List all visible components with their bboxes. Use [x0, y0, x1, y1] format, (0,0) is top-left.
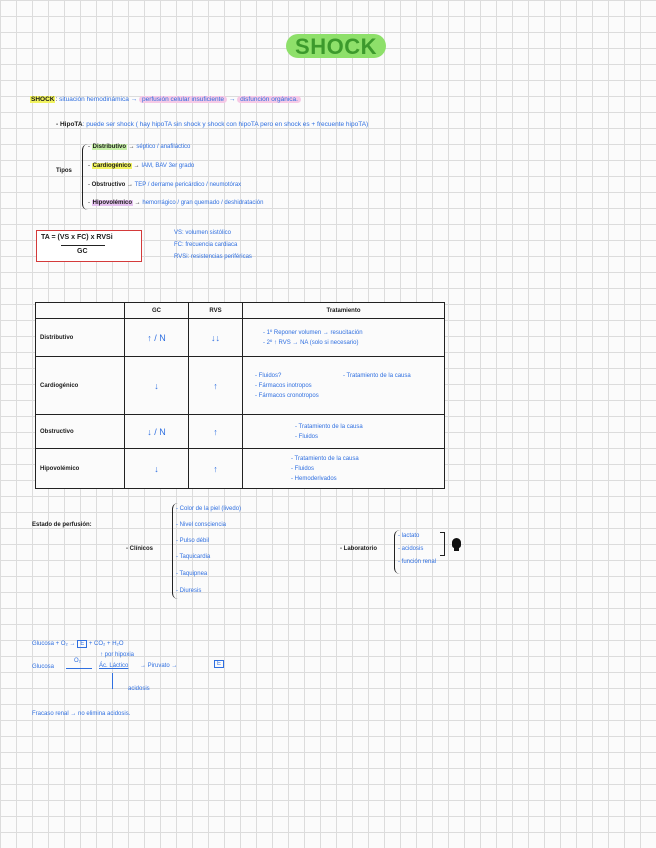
- hipota-line: [56, 121, 368, 128]
- tipo-name: Obstructivo: [91, 182, 126, 188]
- eq1-right: + CO₂ + H₂O: [88, 641, 124, 647]
- hipoxia-note: ↑ por hipoxia: [100, 652, 135, 658]
- table-cell-tratamiento: [243, 449, 445, 489]
- formula-legend-vs: VS: volumen sistólico: [174, 230, 232, 236]
- glucosa-label: Glucosa: [32, 664, 55, 670]
- energy-box-2: [214, 660, 224, 668]
- table-cell-rvs: ↑: [189, 449, 243, 489]
- tipo-desc: hemorrágico / gran quemado / deshidratación: [142, 200, 264, 206]
- definition-part2: perfusión celular insuficiente: [139, 96, 227, 103]
- shock-types-table: [35, 302, 445, 489]
- tipo-desc: séptico / anafiláctico: [136, 144, 191, 150]
- tipo-item-obstructivo: - Obstructivo → TEP / derrame pericárdico / neumotórax: [88, 182, 242, 188]
- energy-box: E: [77, 640, 87, 648]
- table-cell-rvs: ↑: [189, 415, 243, 449]
- table-row-name: Obstructivo: [36, 415, 125, 449]
- laboratorio-label: - Laboratorio: [340, 546, 377, 552]
- clinicos-label: - Clínicos: [126, 546, 154, 552]
- clinico-item: - Taquicardia: [176, 554, 211, 560]
- table-row-name: Cardiogénico: [36, 357, 125, 415]
- formula-fraction-line: [61, 245, 105, 246]
- definition-part1: situación hemodinámica →: [59, 96, 138, 103]
- formula-bottom: GC: [77, 248, 88, 255]
- lightbulb-base: [454, 547, 459, 551]
- table-cell-gc: ↓: [125, 449, 189, 489]
- clinico-item: - Nivel consciencia: [176, 522, 227, 528]
- definition-term: SHOCK: [31, 96, 55, 103]
- lactico-label: Ác. Láctico: [99, 663, 129, 669]
- clinico-item: - Pulso débil: [176, 538, 210, 544]
- table-header-cell: Tratamiento: [243, 303, 445, 319]
- hipota-text: : puede ser shock ( hay hipoTA sin shock y shock con hipoTA pero en shock es + frecuente hipoTA): [82, 121, 369, 128]
- tipo-name: Distributivo: [92, 144, 127, 150]
- tratamiento-item: - Tratamiento de la causa: [291, 455, 359, 462]
- eq1-left: Glucosa + O₂ →: [32, 641, 76, 647]
- table-cell-rvs: ↑: [189, 357, 243, 415]
- table-row: [36, 415, 445, 449]
- acidosis-label: acidosis: [128, 686, 150, 692]
- table-header-cell: RVS: [189, 303, 243, 319]
- tipo-item-cardiogenico: - Cardiogénico → IAM, BAV 3er grado: [88, 163, 195, 169]
- definition-part4: disfunción orgánica.: [237, 96, 301, 103]
- tipo-item-distributivo: - Distributivo → séptico / anafiláctico: [88, 144, 191, 150]
- lab-bracket: [440, 532, 445, 556]
- tipo-name: Cardiogénico: [92, 163, 132, 169]
- clinico-item: - Color de la piel (livedo): [176, 506, 242, 512]
- formula-legend-rvsi: RVSi: resistencias periféricas: [174, 254, 252, 260]
- formula-top: TA = (VS x FC) x RVSi: [41, 234, 113, 241]
- arrow-line: [66, 668, 92, 669]
- tipo-desc: TEP / derrame pericárdico / neumotórax: [134, 182, 242, 188]
- table-cell-tratamiento: [243, 357, 445, 415]
- tratamiento-item: - Fármacos cronotropos: [255, 392, 319, 399]
- lab-item: - lactato: [398, 533, 420, 539]
- tratamiento-item: - Fluidos: [291, 465, 315, 472]
- definition-line: SHOCK: situación hemodinámica → perfusión celular insuficiente → disfunción orgánica.: [30, 96, 301, 103]
- table-cell-gc: ↑ / N: [125, 319, 189, 357]
- clinico-item: - Diuresis: [176, 588, 202, 594]
- table-cell-gc: ↓ / N: [125, 415, 189, 449]
- hipota-term: - HipoTA: [56, 121, 83, 128]
- lab-item: - función renal: [398, 559, 437, 565]
- clinicos-brace: [172, 503, 179, 599]
- table-row-name: Hipovolémico: [36, 449, 125, 489]
- tratamiento-item: - Tratamiento de la causa: [295, 423, 363, 430]
- tratamiento-item: - Fármacos inotropos: [255, 382, 312, 389]
- tipo-name: Hipovolémico: [92, 200, 133, 206]
- tipo-desc: IAM, BAV 3er grado: [141, 163, 195, 169]
- tratamiento-item: - 1º Reponer volumen → resucitación: [263, 329, 363, 336]
- tratamiento-item: - Hemoderivados: [291, 475, 337, 482]
- tipo-item-hipovolemico: - Hipovolémico → hemorrágico / gran quemado / deshidratación: [88, 200, 264, 206]
- definition-part3: →: [228, 96, 236, 103]
- table-row: [36, 357, 445, 415]
- table-cell-rvs: ↓↓: [189, 319, 243, 357]
- clinico-item: - Taquipnea: [176, 571, 208, 577]
- lab-item: - acidosis: [398, 546, 424, 552]
- piruvato-label: → Piruvato →: [140, 663, 178, 669]
- table-row: [36, 449, 445, 489]
- formula-box: [36, 230, 142, 262]
- page-title: SHOCK: [286, 34, 386, 58]
- table-header-cell: GC: [125, 303, 189, 319]
- sin-o2-label: O₂: [74, 658, 81, 664]
- tratamiento-item: - Fluidos?: [255, 372, 282, 379]
- tratamiento-item: - Fluidos: [295, 433, 319, 440]
- tratamiento-extra: - Tratamiento de la causa: [343, 373, 411, 379]
- tipos-label: Tipos: [56, 168, 72, 174]
- tratamiento-item: - 2º ↑ RVS → NA (solo si necesario): [263, 339, 359, 346]
- acidosis-arrow: [112, 673, 113, 689]
- formula-legend-fc: FC: frecuencia cardiaca: [174, 242, 238, 248]
- table-header-row: [36, 303, 445, 319]
- renal-line: Fracaso renal → no elimina acidosis.: [32, 711, 131, 717]
- table-row: [36, 319, 445, 357]
- perfusion-label: Estado de perfusión:: [32, 522, 92, 528]
- metabolism-eq1: [32, 640, 124, 648]
- table-cell-gc: ↓: [125, 357, 189, 415]
- table-header-cell: [36, 303, 125, 319]
- energy-box-2-text: E: [214, 660, 224, 668]
- table-cell-tratamiento: [243, 415, 445, 449]
- table-cell-tratamiento: [243, 319, 445, 357]
- table-row-name: Distributivo: [36, 319, 125, 357]
